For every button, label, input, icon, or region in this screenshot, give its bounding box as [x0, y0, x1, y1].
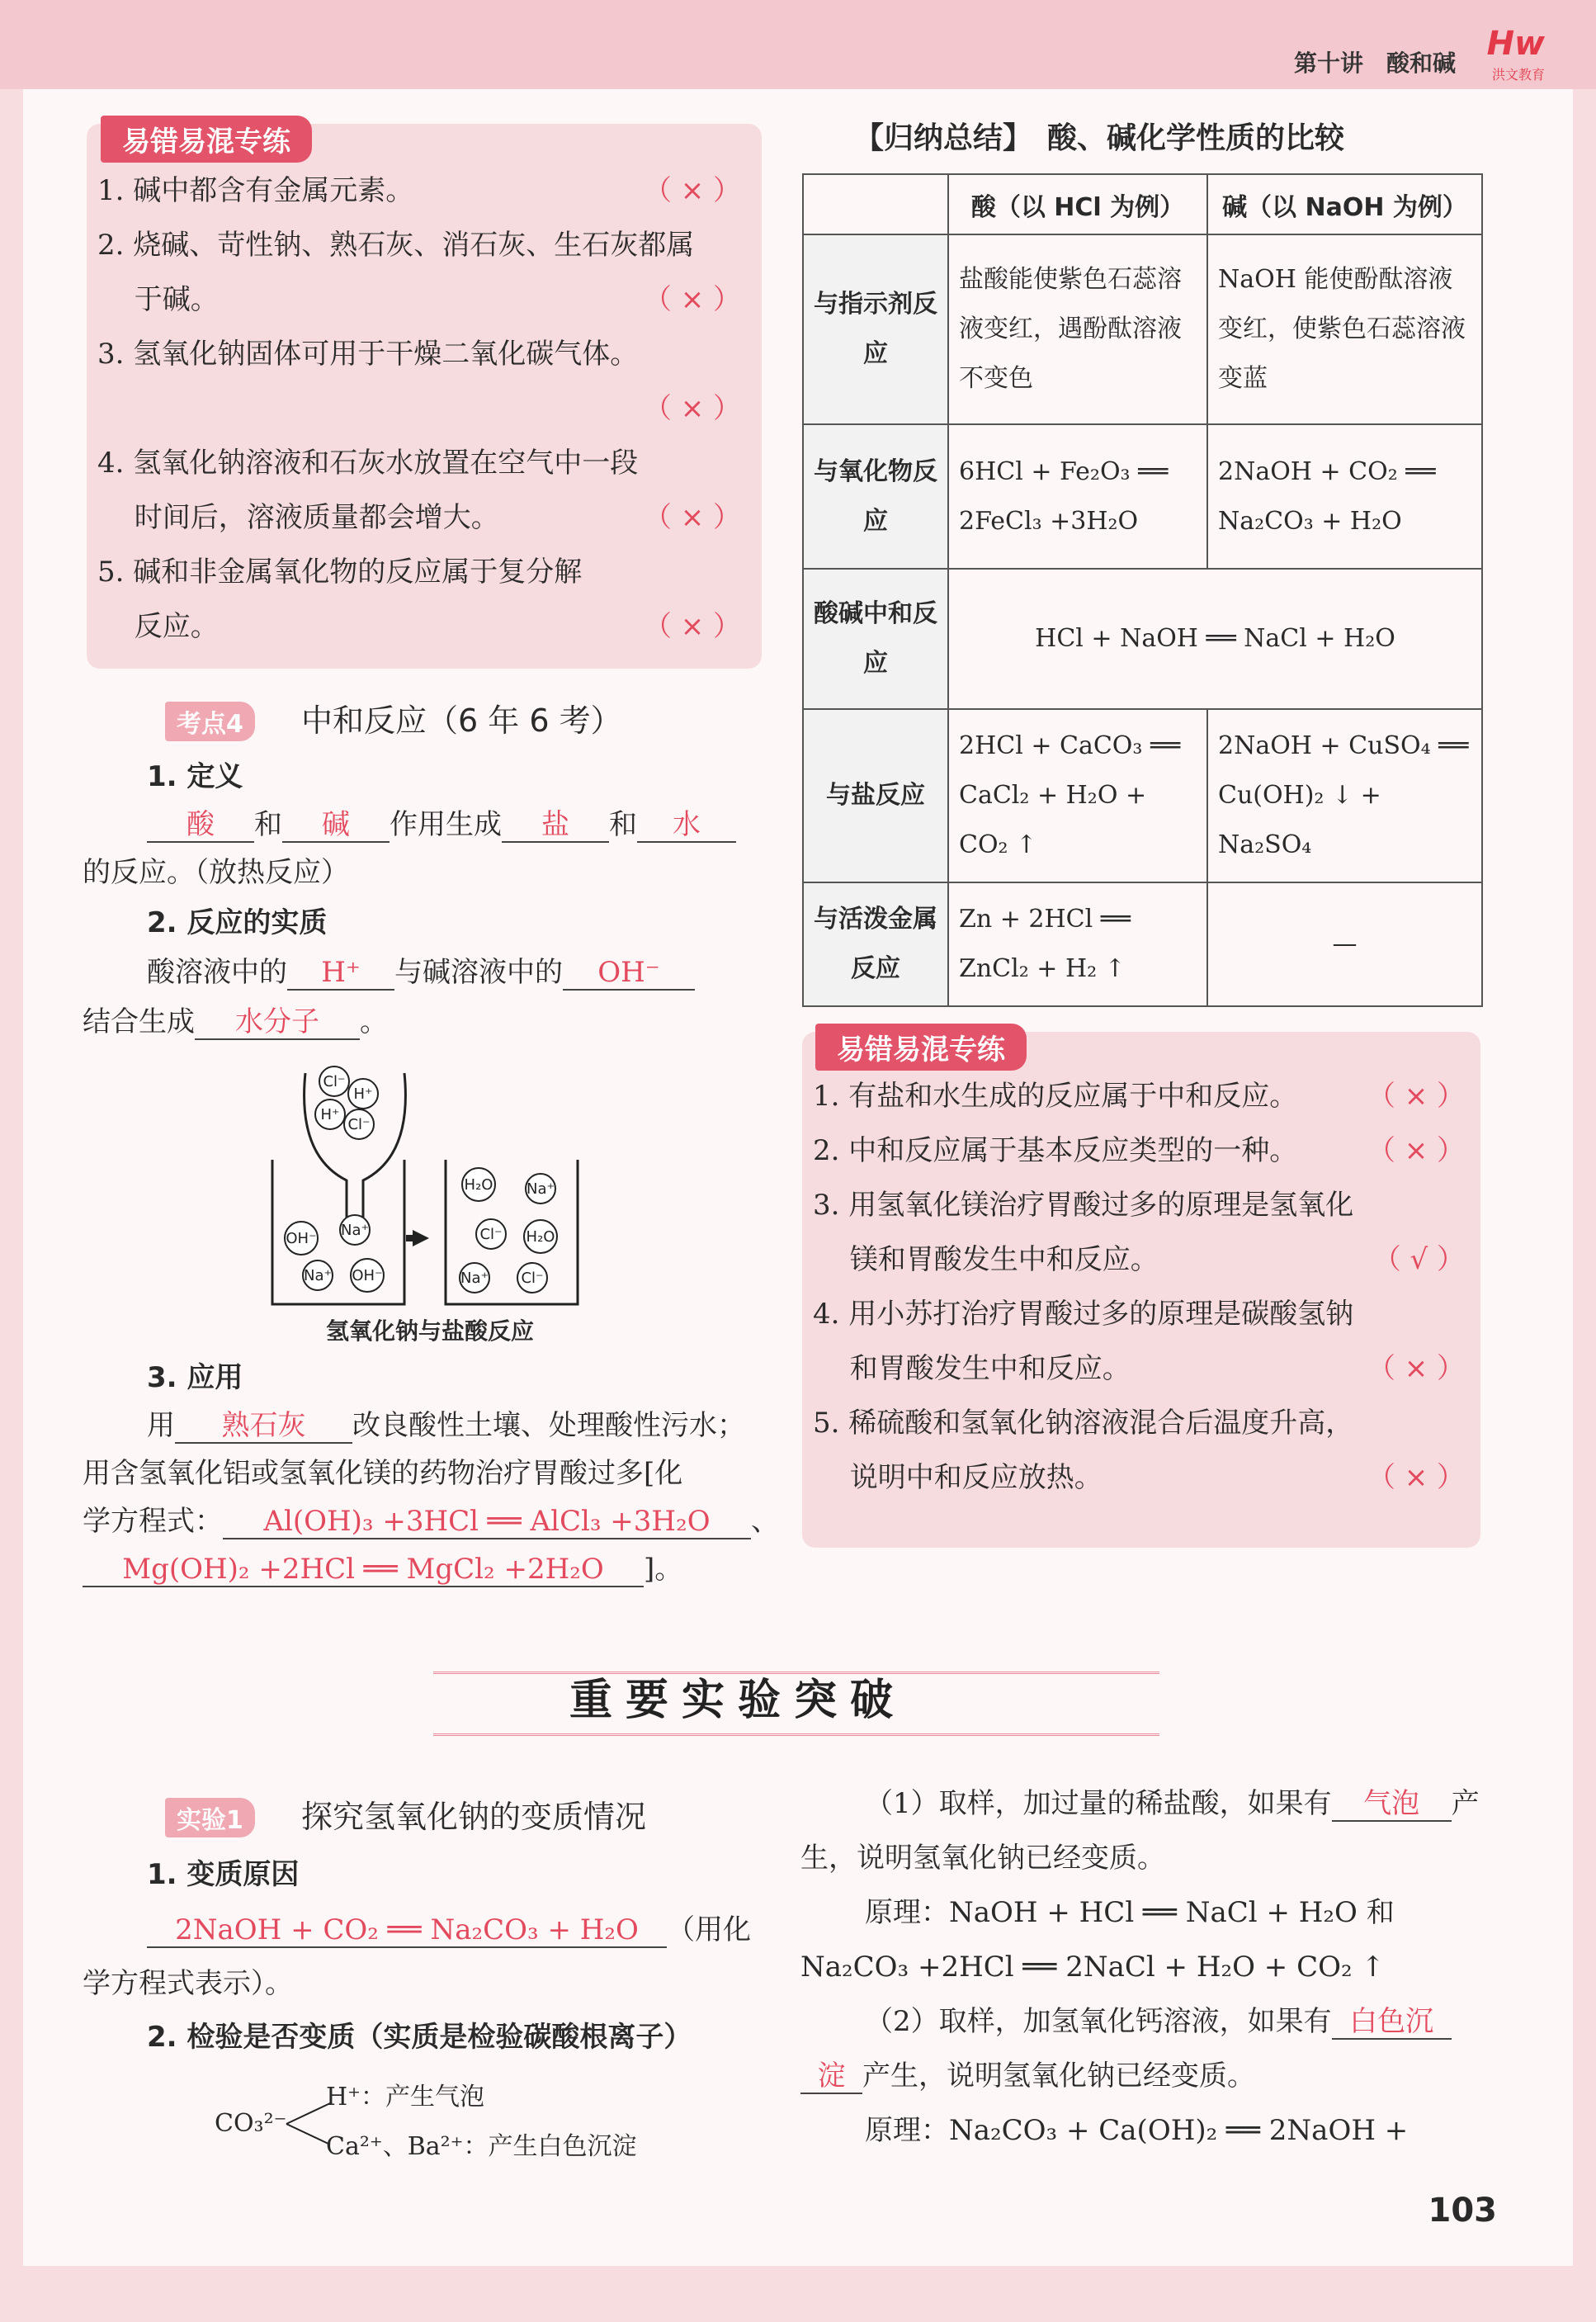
- table-header-row: [803, 174, 1482, 234]
- exp1-right-line7: 原理：Na₂CO₃ + Ca(OH)₂ ══ 2NaOH +: [865, 2114, 1409, 2147]
- exp1-right-line5: [865, 1994, 1452, 2049]
- exp-text: （1）取样，加过量的稀盐酸，如果有: [865, 1787, 1332, 1820]
- pitfall-line: [97, 599, 749, 654]
- pitfall-text: 说明中和反应放热。: [813, 1461, 1103, 1494]
- pitfall-line: [813, 1287, 1473, 1341]
- summary-title: 【归纳总结】 酸、碱化学性质的比较: [854, 121, 1345, 155]
- table-row: [803, 882, 1482, 1006]
- section-title: 重要实验突破: [569, 1676, 907, 1725]
- answer-mark: （ × ）: [643, 392, 741, 425]
- table-header-cell: [803, 174, 948, 234]
- diagram-caption: 氢氧化钠与盐酸反应: [326, 1317, 535, 1345]
- pitfall-text: 1. 有盐和水生成的反应属于中和反应。: [813, 1080, 1298, 1113]
- pitfall-line: [813, 1341, 1473, 1396]
- right-margin-band: [1573, 89, 1596, 2301]
- apply-text: ]。: [644, 1553, 683, 1586]
- pitfall-line: [97, 545, 749, 599]
- answer-mark: （ × ）: [643, 283, 741, 316]
- right-pitfalls-list: [813, 1069, 1473, 1505]
- answer-mark: （ × ）: [1367, 1461, 1465, 1494]
- apply-line1: [147, 1398, 745, 1453]
- def-tail: 的反应。（放热反应）: [83, 856, 349, 889]
- blank-acid[interactable]: 酸: [147, 808, 254, 843]
- pitfall-line: [813, 1178, 1473, 1232]
- def-heading: 1. 定义: [147, 760, 243, 793]
- comparison-table: [802, 173, 1483, 1007]
- svg-text:Na⁺: Na⁺: [341, 1222, 369, 1239]
- branch-h-ion: H⁺：产生气泡: [326, 2083, 484, 2112]
- row-header: 与氧化物反应: [803, 424, 948, 569]
- svg-text:OH⁻: OH⁻: [286, 1230, 317, 1247]
- blank-base[interactable]: 碱: [282, 808, 390, 843]
- pitfall-line: [97, 327, 749, 381]
- pitfall-line: [97, 272, 749, 327]
- def-text: 和: [609, 808, 637, 841]
- pitfall-text: 镁和胃酸发生中和反应。: [813, 1243, 1159, 1276]
- answer-mark: （ × ）: [643, 501, 741, 534]
- answer-mark: （ × ）: [643, 610, 741, 643]
- blank-mgoh2-equation[interactable]: Mg(OH)₂ +2HCl ══ MgCl₂ +2H₂O: [83, 1553, 644, 1587]
- pitfall-line: [97, 436, 749, 490]
- blank-salt[interactable]: 盐: [502, 808, 609, 843]
- row-header: 与指示剂反应: [803, 234, 948, 424]
- table-row: [803, 234, 1482, 424]
- base-cell: 2NaOH + CuSO₄ ══ Cu(OH)₂ ↓ + Na₂SO₄: [1207, 709, 1482, 882]
- pitfall-text: 5. 稀硫酸和氢氧化钠溶液混合后温度升高，: [813, 1407, 1354, 1440]
- acid-cell: 6HCl + Fe₂O₃ ══ 2FeCl₃ +3H₂O: [948, 424, 1207, 569]
- pitfall-text: 2. 烧碱、苛性钠、熟石灰、消石灰、生石灰都属: [97, 229, 695, 262]
- svg-text:OH⁻: OH⁻: [352, 1267, 383, 1284]
- base-cell: NaOH 能使酚酞溶液变红，使紫色石蕊溶液变蓝: [1207, 234, 1482, 424]
- pitfall-line: [97, 218, 749, 272]
- pitfall-text: 和胃酸发生中和反应。: [813, 1352, 1131, 1385]
- chapter-header: 第十讲 酸和碱: [1293, 50, 1456, 77]
- point4-title: 中和反应（6 年 6 考）: [301, 702, 622, 739]
- essence-heading: 2. 反应的实质: [147, 906, 328, 939]
- exp1-h1: 1. 变质原因: [147, 1858, 300, 1891]
- svg-text:Cl⁻: Cl⁻: [521, 1270, 544, 1287]
- eq-tail: （用化: [667, 1913, 751, 1946]
- essence-line2: [83, 995, 388, 1049]
- pitfall-line: [97, 163, 749, 218]
- pitfall-text: 于碱。: [97, 283, 219, 316]
- exp1-eq-line: [147, 1903, 751, 1957]
- exp1-right-line4: Na₂CO₃ +2HCl ══ 2NaCl + H₂O + CO₂ ↑: [800, 1951, 1385, 1984]
- apply-text: 、: [751, 1505, 779, 1538]
- def-line: [147, 797, 736, 852]
- left-margin-band: [0, 89, 23, 2301]
- branch-ca-ba-ion: Ca²⁺、Ba²⁺：产生白色沉淀: [326, 2132, 637, 2161]
- right-pitfalls-label: 易错易混专练: [815, 1024, 1027, 1071]
- pitfall-text: 2. 中和反应属于基本反应类型的一种。: [813, 1134, 1298, 1167]
- answer-mark: （ × ）: [1367, 1352, 1465, 1385]
- apply-line2: 用含氢氧化铝或氢氧化镁的药物治疗胃酸过多[化: [83, 1457, 683, 1490]
- base-cell: 2NaOH + CO₂ ══ Na₂CO₃ + H₂O: [1207, 424, 1482, 569]
- blank-aloh3-equation[interactable]: Al(OH)₃ +3HCl ══ AlCl₃ +3H₂O: [223, 1505, 751, 1539]
- blank-h-ion[interactable]: H⁺: [287, 956, 394, 991]
- pitfall-text: 3. 用氢氧化镁治疗胃酸过多的原理是氢氧化: [813, 1189, 1354, 1222]
- table-row: [803, 424, 1482, 569]
- pitfall-text: 时间后，溶液质量都会增大。: [97, 501, 499, 534]
- svg-text:H⁺: H⁺: [320, 1106, 340, 1123]
- apply-heading: 3. 应用: [147, 1361, 243, 1394]
- pitfall-line: [97, 381, 749, 436]
- blank-oh-ion[interactable]: OH⁻: [563, 956, 695, 991]
- essence-text: 。: [360, 1005, 388, 1038]
- def-text: 和: [254, 808, 282, 841]
- exp1-right-line6: [800, 2049, 1255, 2103]
- table-row: [803, 709, 1482, 882]
- pitfall-text: 3. 氢氧化钠固体可用于干燥二氧化碳气体。: [97, 338, 639, 371]
- pitfall-line: [813, 1450, 1473, 1505]
- svg-text:H₂O: H₂O: [526, 1228, 555, 1246]
- svg-text:Cl⁻: Cl⁻: [347, 1116, 371, 1133]
- def-text: 作用生成: [390, 808, 502, 841]
- point4-tag: 考点4: [165, 702, 255, 741]
- table-header-cell: 酸（以 HCl 为例）: [948, 174, 1207, 234]
- exp-text: 产生，说明氢氧化钠已经变质。: [862, 2060, 1255, 2093]
- answer-mark: （ × ）: [1367, 1080, 1465, 1113]
- exp1-right-line1: [865, 1776, 1480, 1831]
- page-number: 103: [1428, 2192, 1497, 2230]
- svg-text:Na⁺: Na⁺: [460, 1270, 489, 1287]
- answer-mark: （ √ ）: [1372, 1243, 1465, 1276]
- answer-mark: （ × ）: [643, 174, 741, 207]
- svg-text:Cl⁻: Cl⁻: [323, 1073, 346, 1090]
- brand-logo-sub: 洪文教育: [1491, 67, 1545, 83]
- blank-water[interactable]: 水: [637, 808, 736, 843]
- apply-text: 用: [147, 1409, 175, 1442]
- row-header: 与活泼金属反应: [803, 882, 948, 1006]
- pitfall-text: 1. 碱中都含有金属元素。: [97, 174, 414, 207]
- exp-text: （2）取样，加氢氧化钙溶液，如果有: [865, 2005, 1332, 2038]
- pitfall-line: [97, 490, 749, 545]
- apply-line4: [83, 1542, 682, 1596]
- acid-cell: 2HCl + CaCO₃ ══ CaCl₂ + H₂O + CO₂ ↑: [948, 709, 1207, 882]
- bottom-band: [0, 2266, 1596, 2322]
- svg-text:Cl⁻: Cl⁻: [479, 1226, 503, 1243]
- pitfall-text: 4. 用小苏打治疗胃酸过多的原理是碳酸氢钠: [813, 1298, 1354, 1331]
- left-pitfalls-label: 易错易混专练: [101, 116, 312, 163]
- svg-text:H₂O: H₂O: [464, 1176, 493, 1194]
- exp1-eq-tail2: 学方程式表示）。: [83, 1967, 293, 2000]
- apply-line3: [83, 1494, 779, 1549]
- exp1-right-line2: 生，说明氢氧化钠已经变质。: [800, 1842, 1165, 1875]
- exp1-right-line3: 原理：NaOH + HCl ══ NaCl + H₂O 和: [865, 1896, 1395, 1929]
- svg-text:Na⁺: Na⁺: [526, 1180, 555, 1198]
- both-cell: HCl + NaOH ══ NaCl + H₂O: [948, 569, 1482, 709]
- apply-text: 学方程式：: [83, 1505, 223, 1538]
- pitfall-text: 4. 氢氧化钠溶液和石灰水放置在空气中一段: [97, 447, 639, 480]
- pitfall-line: [813, 1396, 1473, 1450]
- essence-text: 结合生成: [83, 1005, 195, 1038]
- exp1-title: 探究氢氧化钠的变质情况: [301, 1799, 647, 1835]
- essence-text: 与碱溶液中的: [394, 956, 563, 989]
- acid-cell: 盐酸能使紫色石蕊溶液变红，遇酚酞溶液不变色: [948, 234, 1207, 424]
- exp-text: 产: [1451, 1787, 1480, 1820]
- essence-text: 酸溶液中的: [147, 956, 287, 989]
- exp1-tag: 实验1: [165, 1798, 255, 1837]
- acid-cell: Zn + 2HCl ══ ZnCl₂ + H₂ ↑: [948, 882, 1207, 1006]
- essence-line: [147, 945, 695, 1000]
- left-pitfalls-list: [97, 163, 749, 654]
- blank-white-precipitate[interactable]: 白色沉: [1332, 2005, 1452, 2040]
- blank-bubbles[interactable]: 气泡: [1332, 1787, 1452, 1822]
- blank-slaked-lime[interactable]: 熟石灰: [175, 1409, 352, 1444]
- row-header: 与盐反应: [803, 709, 948, 882]
- table-header-cell: 碱（以 NaOH 为例）: [1207, 174, 1482, 234]
- carbonate-ion: CO₃²⁻: [215, 2109, 287, 2138]
- svg-text:Na⁺: Na⁺: [304, 1267, 332, 1284]
- pitfall-line: [813, 1069, 1473, 1123]
- svg-text:H⁺: H⁺: [353, 1085, 373, 1103]
- brand-logo: Hw: [1486, 25, 1545, 63]
- exp1-h2: 2. 检验是否变质（实质是检验碳酸根离子）: [147, 2021, 692, 2054]
- row-header: 酸碱中和反应: [803, 569, 948, 709]
- pitfall-text: 反应。: [97, 610, 219, 643]
- pitfall-line: [813, 1232, 1473, 1287]
- pitfall-line: [813, 1123, 1473, 1178]
- base-cell: —: [1207, 882, 1482, 1006]
- apply-text: 改良酸性土壤、处理酸性污水；: [352, 1409, 745, 1442]
- blank-precipitate-cont[interactable]: 淀: [800, 2060, 862, 2094]
- table-row: [803, 569, 1482, 709]
- blank-water-molecule[interactable]: 水分子: [195, 1005, 360, 1040]
- blank-co2-equation[interactable]: 2NaOH + CO₂ ══ Na₂CO₃ + H₂O: [147, 1913, 667, 1948]
- pitfall-text: 5. 碱和非金属氧化物的反应属于复分解: [97, 556, 583, 589]
- answer-mark: （ × ）: [1367, 1134, 1465, 1167]
